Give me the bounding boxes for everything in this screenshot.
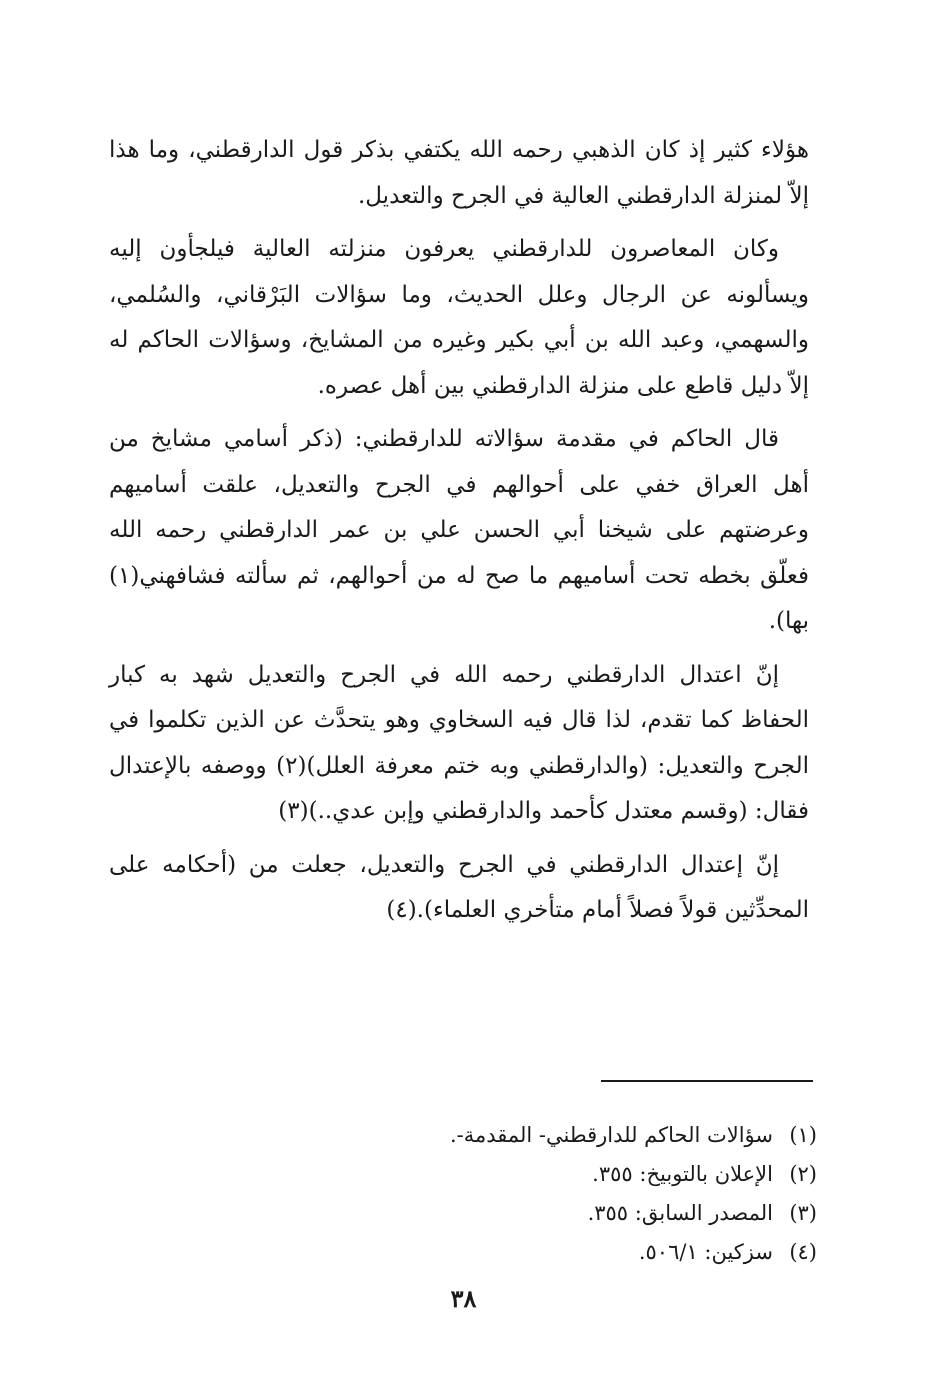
footnotes	[317, 1116, 817, 1272]
paragraph-1: هؤلاء كثير إذ كان الذهبي رحمه الله يكتفي بذكر قول الدارقطني، وما هذا إلاّ لمنزلة الدارقطني العالية في الجرح والتعديل.	[109, 137, 809, 209]
footnote-4	[317, 1233, 817, 1272]
main-text	[109, 128, 809, 942]
footnote-number: (٣)	[789, 1201, 817, 1225]
page-number: ٣٨	[450, 1284, 477, 1313]
paragraph-2: وكان المعاصرون للدارقطني يعرفون منزلته العالية فيلجأون إليه ويسألونه عن الرجال وعلل الحديث، وما سؤالات البَرْقاني، والسُلمي، والسهمي، وعبد الله بن أبي بكير وغيره من المشايخ، وسؤالات الحاكم له إلاّ دليل قاطع على منزلة الدارقطني بين أهل عصره.	[109, 236, 809, 399]
paragraph-5: إنّ إعتدال الدارقطني في الجرح والتعديل، جعلت من (أحكامه على المحدِّثين قولاً فصلاً أمام متأخري العلماء).(٤)	[109, 851, 809, 923]
footnote-text: الإعلان بالتوبيخ: ٣٥٥.	[592, 1162, 773, 1186]
footnote-text: سزكين: ٥٠٦/١.	[638, 1240, 773, 1264]
paragraph-3: قال الحاكم في مقدمة سؤالاته للدارقطني: (ذكر أسامي مشايخ من أهل العراق خفي على أحوالهم في الجرح والتعديل، علقت أساميهم وعرضتهم على شيخنا أبي الحسن علي بن عمر الدارقطني رحمه الله فعلّق بخطه تحت أساميهم ما صح له من أحوالهم، ثم سألته فشافهني(١) بها).	[109, 426, 809, 634]
footnote-number: (١)	[789, 1123, 817, 1147]
footnote-number: (٤)	[789, 1240, 817, 1264]
footnote-text: سؤالات الحاكم للدارقطني- المقدمة-.	[449, 1123, 773, 1147]
footnote-number: (٢)	[789, 1162, 817, 1186]
paragraph-4: إنّ اعتدال الدارقطني رحمه الله في الجرح والتعديل شهد به كبار الحفاظ كما تقدم، لذا قال فيه السخاوي وهو يتحدَّث عن الذين تكلموا في الجرح والتعديل: (والدارقطني وبه ختم معرفة العلل)(٢) ووصفه بالإعتدال فقال: (وقسم معتدل كأحمد والدارقطني وإبن عدي..)(٣)	[109, 661, 810, 824]
footnote-divider	[601, 1080, 813, 1082]
footnote-text: المصدر السابق: ٣٥٥.	[587, 1201, 773, 1225]
footnote-2	[317, 1155, 817, 1194]
footnote-3	[317, 1194, 817, 1233]
footnote-1	[317, 1116, 817, 1155]
